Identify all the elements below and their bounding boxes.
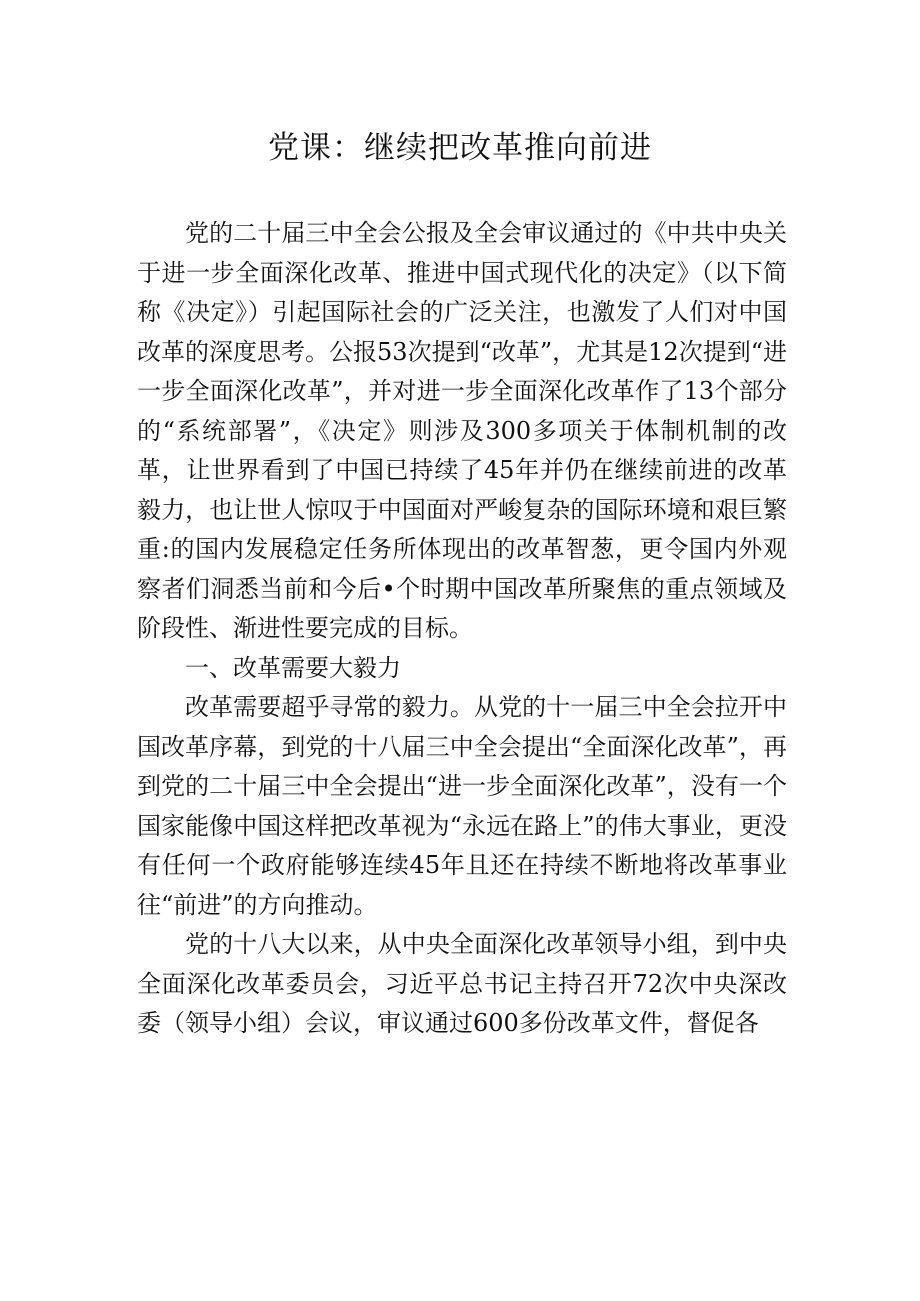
section-paragraph-1: 改革需要超乎寻常的毅力。从党的十一届三中全会拉开中国改革序幕，到党的十八届三中全会提出“全面深化改革”，再到党的二十届三中全会提出“进一步全面深化改革”，没有一个国家能像中国这样把改革视为“永远在路上”的伟大事业，更没有任何一个政府能够连续45年且还在持续不断地将改革事业往“前进”的方向推动。 xyxy=(137,693,787,919)
intro-paragraph: 党的二十届三中全会公报及全会审议通过的《中共中央关于进一步全面深化改革、推进中国式现代化的决定》（以下简称《决定》）引起国际社会的广泛关注，也激发了人们对中国改革的深度思考。公报53次提到“改革”，尤其是12次提到“进一步全面深化改革”，并对进一步全面深化改革作了13个部分的“系统部署”，《决定》则涉及300多项关于体制机制的改革，让世界看到了中国已持续了45年并仍在继续前进的改革毅力，也让世人惊叹于中国面对严峻复杂的国际环境和艰巨繁重:的国内发展稳定任务所体现出的改革智葱，更令国内外观察者们洞悉当前和今后•个时期中国改革所聚焦的重点领域及阶段性、渐进性要完成的目标。 xyxy=(137,219,787,642)
section-paragraph-2: 党的十八大以来，从中央全面深化改革领导小组，到中央全面深化改革委员会，习近平总书记主持召开72次中央深改委（领导小组）会议，审议通过600多份改革文件，督促各 xyxy=(137,930,787,1037)
document-body xyxy=(137,214,787,1044)
section-heading: 一、改革需要大毅力 xyxy=(185,653,401,682)
document-title: 党课：继续把改革推向前进 xyxy=(268,130,652,166)
